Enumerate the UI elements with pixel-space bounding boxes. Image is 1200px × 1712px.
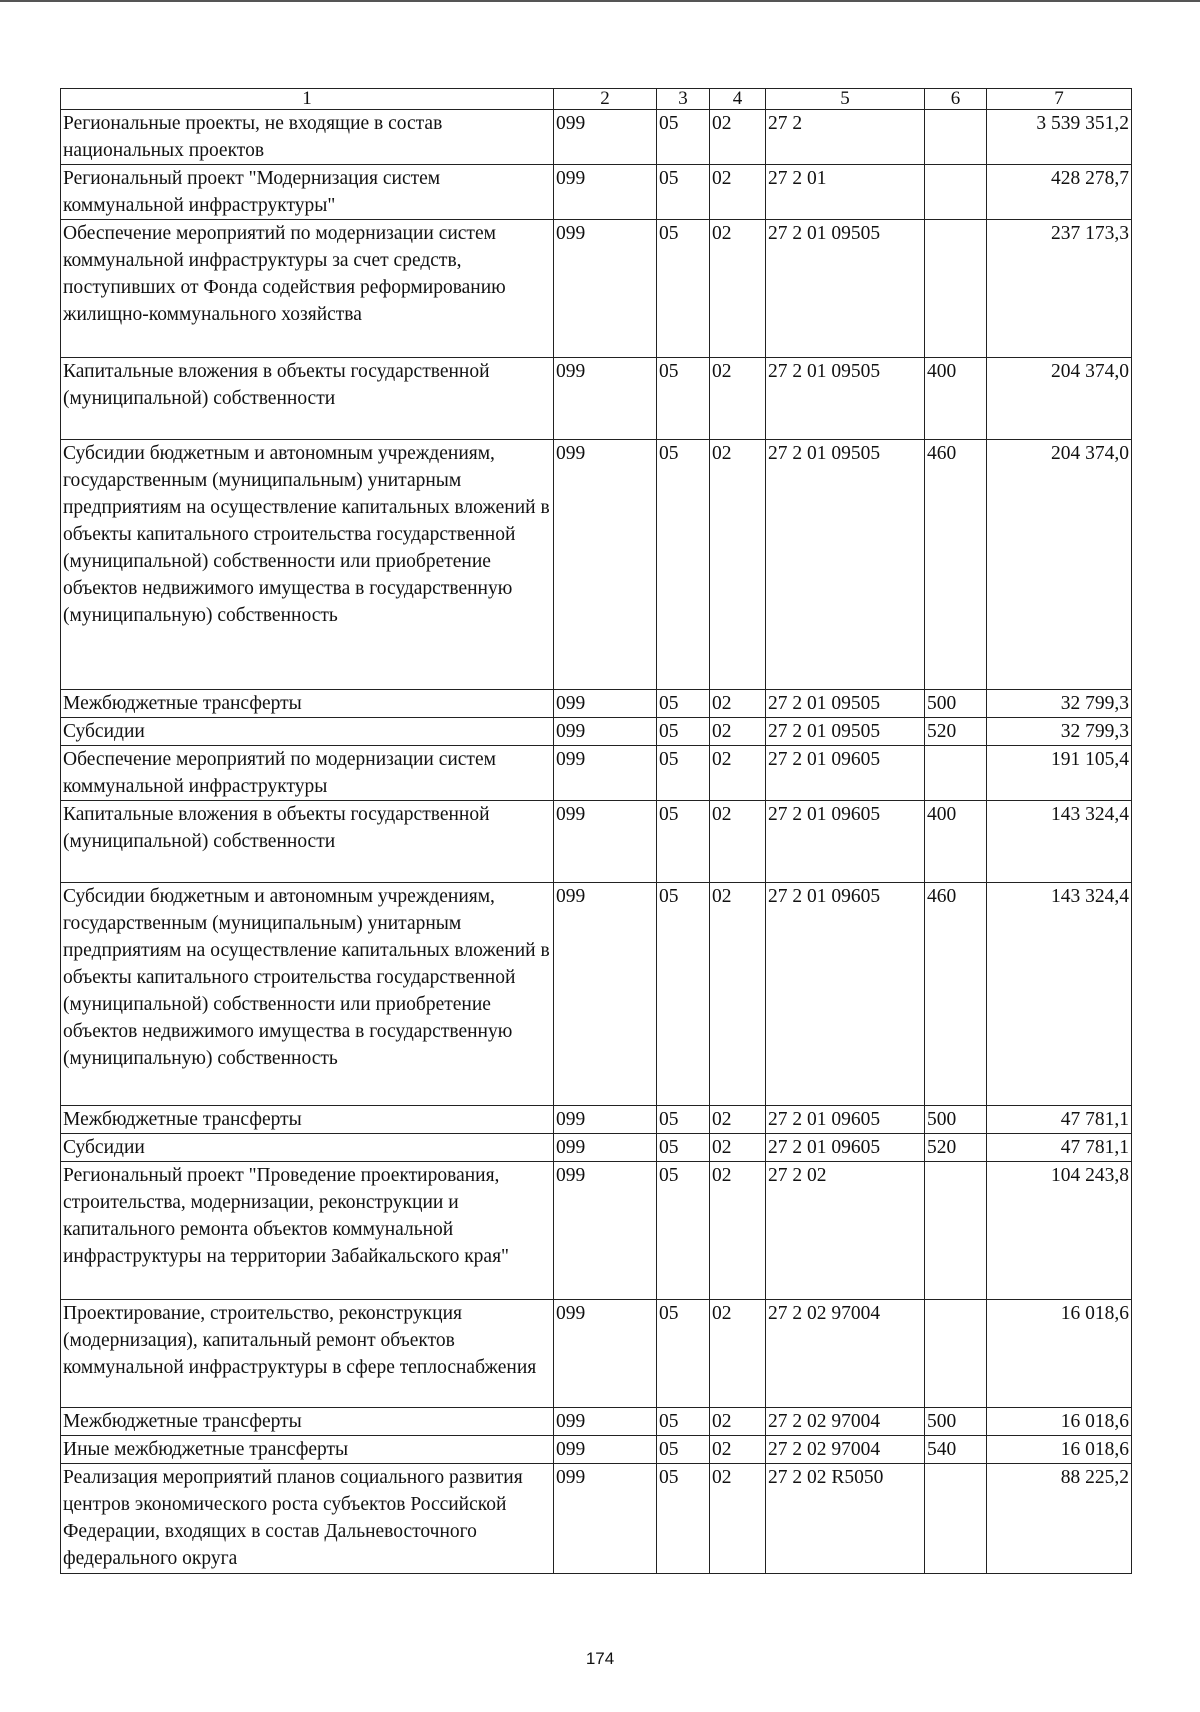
top-border-line [0,0,1200,2]
cell-admin-code: 099 [554,1162,657,1300]
cell-expense-type: 520 [925,1134,987,1162]
cell-expense-type [925,1162,987,1300]
cell-target-article: 27 2 [766,110,925,165]
row-name: Проектирование, строительство, реконструкция (модернизация), капитальный ремонт объектов коммунальной инфраструктуры в сфере теплоснабжения [61,1300,554,1408]
cell-subsection: 02 [710,440,766,690]
cell-subsection: 02 [710,718,766,746]
cell-expense-type [925,165,987,220]
table-row [61,1162,1132,1300]
cell-amount: 32 799,3 [987,690,1132,718]
row-name: Субсидии [61,718,554,746]
cell-section: 05 [657,220,710,358]
cell-amount: 16 018,6 [987,1408,1132,1436]
cell-section: 05 [657,746,710,801]
cell-section: 05 [657,1408,710,1436]
column-header: 4 [710,89,766,110]
cell-section: 05 [657,358,710,440]
row-name: Капитальные вложения в объекты государственной (муниципальной) собственности [61,358,554,440]
cell-expense-type: 460 [925,883,987,1106]
cell-expense-type [925,110,987,165]
cell-subsection: 02 [710,746,766,801]
cell-expense-type [925,1300,987,1408]
cell-admin-code: 099 [554,883,657,1106]
cell-section: 05 [657,1464,710,1574]
cell-subsection: 02 [710,220,766,358]
cell-subsection: 02 [710,1162,766,1300]
table-row [61,883,1132,1106]
cell-expense-type [925,220,987,358]
table-row [61,1106,1132,1134]
cell-admin-code: 099 [554,801,657,883]
cell-section: 05 [657,440,710,690]
cell-target-article: 27 2 01 09505 [766,220,925,358]
cell-amount: 3 539 351,2 [987,110,1132,165]
column-header: 5 [766,89,925,110]
cell-expense-type: 500 [925,1408,987,1436]
cell-subsection: 02 [710,883,766,1106]
column-header: 1 [61,89,554,110]
row-name: Региональный проект "Проведение проектирования, строительства, модернизации, реконструкции и капитального ремонта объектов коммунальной инфраструктуры на территории Забайкальского края" [61,1162,554,1300]
cell-expense-type: 460 [925,440,987,690]
cell-subsection: 02 [710,690,766,718]
cell-target-article: 27 2 01 09605 [766,1134,925,1162]
cell-admin-code: 099 [554,165,657,220]
cell-amount: 204 374,0 [987,358,1132,440]
cell-target-article: 27 2 02 97004 [766,1300,925,1408]
row-name: Обеспечение мероприятий по модернизации систем коммунальной инфраструктуры за счет средств, поступивших от Фонда содействия реформированию жилищно-коммунального хозяйства [61,220,554,358]
cell-target-article: 27 2 01 09605 [766,1106,925,1134]
cell-subsection: 02 [710,1300,766,1408]
cell-section: 05 [657,883,710,1106]
column-header: 7 [987,89,1132,110]
cell-target-article: 27 2 02 [766,1162,925,1300]
cell-target-article: 27 2 01 09505 [766,718,925,746]
cell-amount: 47 781,1 [987,1134,1132,1162]
cell-admin-code: 099 [554,358,657,440]
cell-section: 05 [657,1106,710,1134]
row-name: Капитальные вложения в объекты государственной (муниципальной) собственности [61,801,554,883]
cell-target-article: 27 2 01 09505 [766,358,925,440]
cell-amount: 16 018,6 [987,1436,1132,1464]
table-row [61,165,1132,220]
table-row [61,801,1132,883]
cell-amount: 191 105,4 [987,746,1132,801]
row-name: Субсидии [61,1134,554,1162]
cell-target-article: 27 2 01 09605 [766,746,925,801]
cell-target-article: 27 2 01 09605 [766,883,925,1106]
table-row [61,1436,1132,1464]
cell-admin-code: 099 [554,718,657,746]
table-row [61,1134,1132,1162]
column-header: 6 [925,89,987,110]
cell-section: 05 [657,801,710,883]
cell-target-article: 27 2 01 09605 [766,801,925,883]
cell-amount: 104 243,8 [987,1162,1132,1300]
cell-admin-code: 099 [554,110,657,165]
cell-target-article: 27 2 02 97004 [766,1408,925,1436]
cell-admin-code: 099 [554,1134,657,1162]
cell-admin-code: 099 [554,690,657,718]
column-header: 3 [657,89,710,110]
cell-subsection: 02 [710,801,766,883]
cell-section: 05 [657,110,710,165]
cell-target-article: 27 2 01 [766,165,925,220]
cell-admin-code: 099 [554,220,657,358]
cell-admin-code: 099 [554,1106,657,1134]
table-row [61,1300,1132,1408]
cell-admin-code: 099 [554,1408,657,1436]
cell-subsection: 02 [710,1408,766,1436]
cell-target-article: 27 2 02 97004 [766,1436,925,1464]
cell-admin-code: 099 [554,1464,657,1574]
cell-section: 05 [657,1300,710,1408]
cell-subsection: 02 [710,1134,766,1162]
column-header: 2 [554,89,657,110]
cell-expense-type: 500 [925,1106,987,1134]
table-row [61,1464,1132,1574]
cell-admin-code: 099 [554,440,657,690]
cell-amount: 428 278,7 [987,165,1132,220]
table-row [61,358,1132,440]
cell-expense-type: 540 [925,1436,987,1464]
cell-expense-type: 400 [925,801,987,883]
cell-section: 05 [657,690,710,718]
budget-table [60,88,1132,1574]
cell-subsection: 02 [710,165,766,220]
cell-amount: 88 225,2 [987,1464,1132,1574]
row-name: Обеспечение мероприятий по модернизации систем коммунальной инфраструктуры [61,746,554,801]
cell-admin-code: 099 [554,1300,657,1408]
row-name: Межбюджетные трансферты [61,690,554,718]
cell-amount: 143 324,4 [987,801,1132,883]
cell-admin-code: 099 [554,1436,657,1464]
table-row [61,1408,1132,1436]
cell-section: 05 [657,1162,710,1300]
cell-target-article: 27 2 02 R5050 [766,1464,925,1574]
row-name: Региональные проекты, не входящие в состав национальных проектов [61,110,554,165]
cell-target-article: 27 2 01 09505 [766,440,925,690]
page-number: 174 [585,1649,615,1668]
cell-subsection: 02 [710,1464,766,1574]
row-name: Субсидии бюджетным и автономным учреждениям, государственным (муниципальным) унитарным предприятиям на осуществление капитальных вложений в объекты капитального строительства государственной (муниципальной) собственности или приобретение объектов недвижимого имущества в государственную (муниципальную) собственность [61,883,554,1106]
cell-amount: 143 324,4 [987,883,1132,1106]
table-row [61,746,1132,801]
table-row [61,220,1132,358]
table-row [61,690,1132,718]
row-name: Региональный проект "Модернизация систем коммунальной инфраструктуры" [61,165,554,220]
cell-amount: 237 173,3 [987,220,1132,358]
table-row [61,440,1132,690]
table-row [61,718,1132,746]
row-name: Межбюджетные трансферты [61,1106,554,1134]
cell-expense-type [925,1464,987,1574]
row-name: Субсидии бюджетным и автономным учреждениям, государственным (муниципальным) унитарным предприятиям на осуществление капитальных вложений в объекты капитального строительства государственной (муниципальной) собственности или приобретение объектов недвижимого имущества в государственную (муниципальную) собственность [61,440,554,690]
cell-subsection: 02 [710,358,766,440]
cell-expense-type: 400 [925,358,987,440]
cell-amount: 204 374,0 [987,440,1132,690]
row-name: Межбюджетные трансферты [61,1408,554,1436]
cell-admin-code: 099 [554,746,657,801]
cell-subsection: 02 [710,1106,766,1134]
table-row [61,110,1132,165]
cell-subsection: 02 [710,110,766,165]
row-name: Иные межбюджетные трансферты [61,1436,554,1464]
cell-expense-type: 520 [925,718,987,746]
cell-expense-type: 500 [925,690,987,718]
cell-section: 05 [657,1134,710,1162]
cell-expense-type [925,746,987,801]
cell-target-article: 27 2 01 09505 [766,690,925,718]
cell-amount: 32 799,3 [987,718,1132,746]
cell-section: 05 [657,718,710,746]
header-row [61,89,1132,110]
cell-amount: 47 781,1 [987,1106,1132,1134]
cell-section: 05 [657,1436,710,1464]
cell-section: 05 [657,165,710,220]
cell-amount: 16 018,6 [987,1300,1132,1408]
row-name: Реализация мероприятий планов социального развития центров экономического роста субъектов Российской Федерации, входящих в состав Дальневосточного федерального округа [61,1464,554,1574]
cell-subsection: 02 [710,1436,766,1464]
